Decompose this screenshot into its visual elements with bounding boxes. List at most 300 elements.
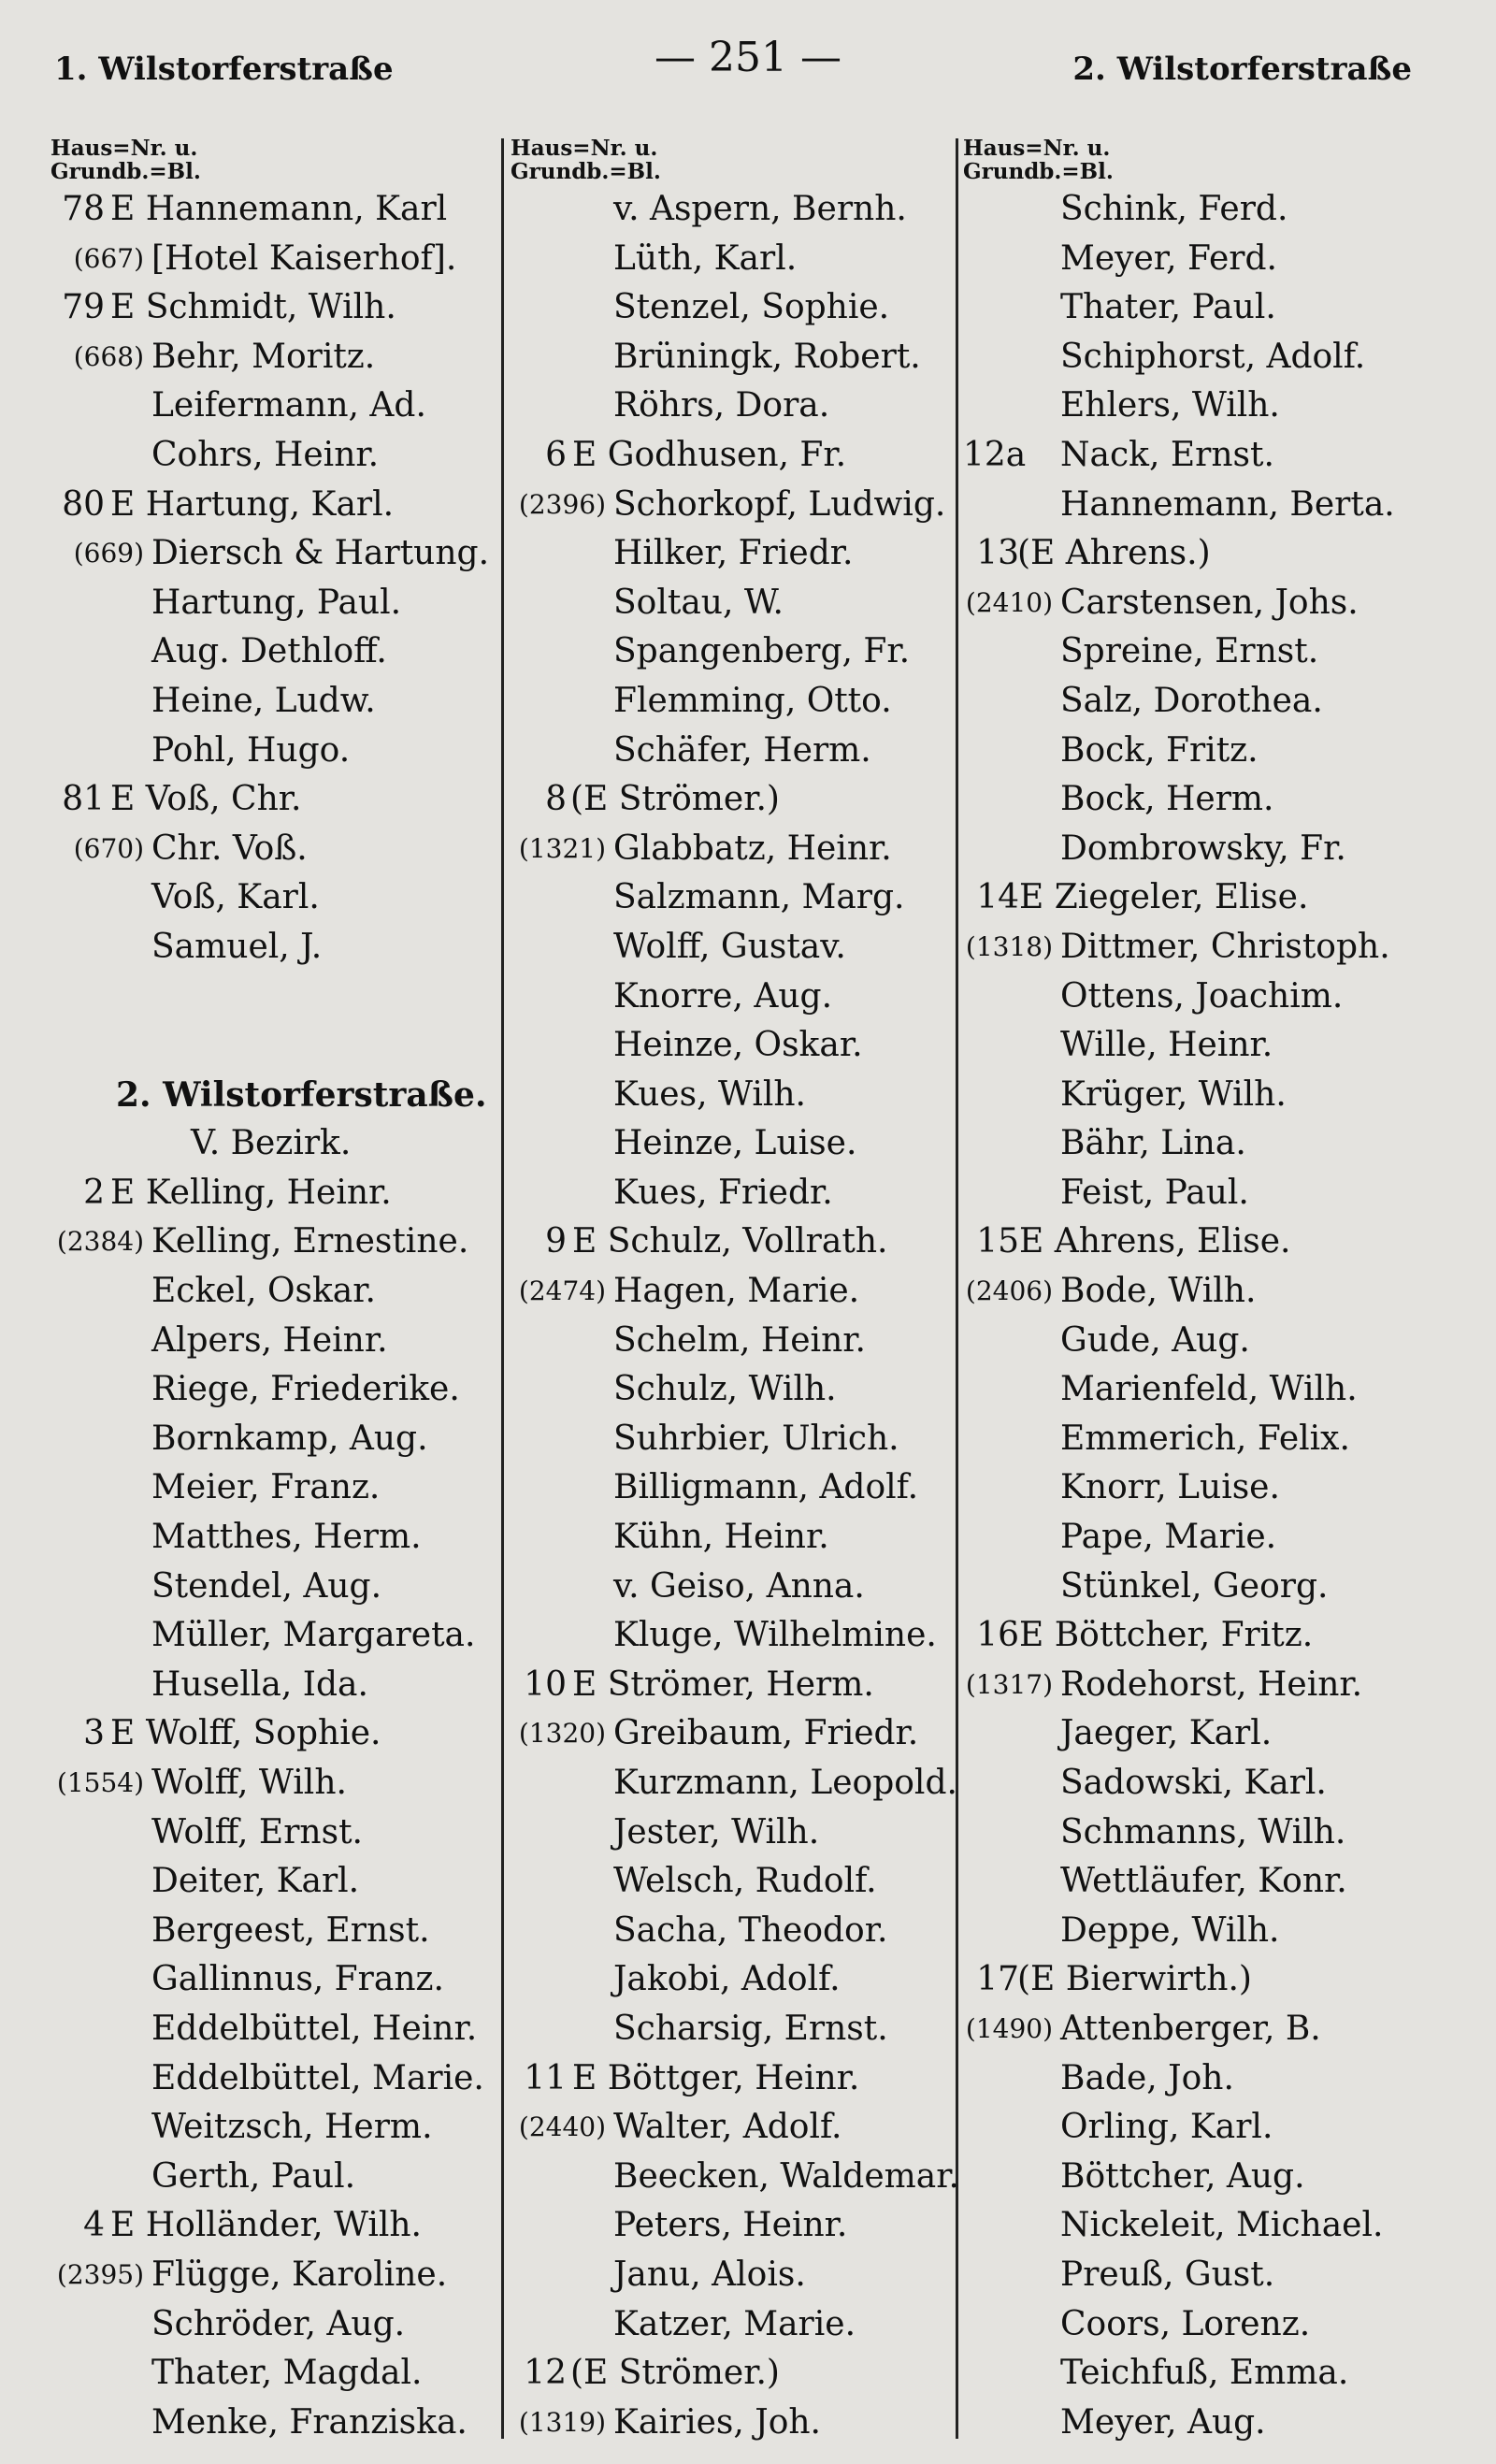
resident-name: Schiphorst, Adolf. <box>1060 337 1366 376</box>
list-item <box>50 1907 497 1956</box>
house-number: 79 <box>62 288 105 327</box>
resident-name: Bade, Joh. <box>1060 2058 1234 2097</box>
grundbuch-number: (1319) <box>518 2406 606 2438</box>
house-number: 16 <box>976 1616 1019 1655</box>
resident-name: Feist, Paul. <box>1060 1173 1249 1212</box>
house-number: 10 <box>524 1664 567 1704</box>
list-item <box>511 627 954 677</box>
list-item <box>50 1071 497 1120</box>
grundbuch-number: (668) <box>73 340 144 372</box>
list-item <box>511 1661 954 1710</box>
list-item <box>511 1513 954 1563</box>
resident-name: Peters, Heinr. <box>613 2206 848 2245</box>
list-item <box>963 1021 1449 1071</box>
list-item <box>511 2349 954 2399</box>
list-item <box>963 1463 1449 1513</box>
list-item <box>511 1071 954 1120</box>
resident-name: Ehlers, Wilh. <box>1060 386 1280 425</box>
house-number: 4 <box>83 2206 105 2245</box>
resident-name: Billigmann, Adolf. <box>613 1468 919 1507</box>
district-label: V. Bezirk. <box>191 1124 352 1163</box>
resident-name: Heinze, Luise. <box>613 1124 857 1163</box>
house-number: 12a <box>963 435 1027 474</box>
resident-name: Teichfuß, Emma. <box>1060 2354 1349 2393</box>
list-item <box>511 1463 954 1513</box>
grundbuch-number: (2410) <box>965 586 1053 618</box>
list-item <box>963 235 1449 284</box>
list-item <box>963 529 1449 579</box>
resident-name: Sadowski, Karl. <box>1060 1764 1327 1802</box>
list-item <box>50 1415 497 1464</box>
list-item <box>50 1955 497 2005</box>
resident-name: Hagen, Marie. <box>613 1272 860 1311</box>
house-number: 80 <box>62 484 105 524</box>
list-item <box>963 973 1449 1022</box>
list-item <box>963 1317 1449 1366</box>
list-item <box>963 775 1449 825</box>
list-item <box>511 775 954 825</box>
grundbuch-number: (1317) <box>965 1668 1053 1700</box>
list-item <box>963 1218 1449 1267</box>
resident-name: Kurzmann, Leopold. <box>613 1764 957 1802</box>
resident-name: Flügge, Karoline. <box>151 2255 448 2294</box>
list-item <box>50 235 497 284</box>
resident-name: Wolff, Gustav. <box>613 927 846 966</box>
column-3 <box>963 137 1449 2447</box>
resident-name: Meier, Franz. <box>151 1468 381 1507</box>
resident-name: Bock, Fritz. <box>1060 730 1259 770</box>
resident-name: Bornkamp, Aug. <box>151 1419 428 1458</box>
resident-name: E Holländer, Wilh. <box>110 2206 422 2245</box>
list-item <box>511 923 954 973</box>
column-divider <box>501 138 504 2439</box>
resident-name: [Hotel Kaiserhof]. <box>151 238 457 278</box>
resident-name: Katzer, Marie. <box>613 2304 856 2343</box>
resident-name: Preuß, Gust. <box>1060 2255 1275 2294</box>
resident-name: Hannemann, Berta. <box>1060 484 1395 524</box>
list-item <box>50 1218 497 1267</box>
resident-name: E Wolff, Sophie. <box>110 1714 381 1753</box>
list-item <box>50 1119 497 1169</box>
resident-name: Attenberger, B. <box>1060 2009 1321 2048</box>
resident-name: Carstensen, Johs. <box>1060 583 1359 622</box>
grundbuch-number: (2396) <box>518 488 606 520</box>
house-number: 3 <box>83 1714 105 1753</box>
grundbuch-number: (1554) <box>56 1767 144 1798</box>
list-item <box>50 1808 497 1858</box>
list-item <box>511 1611 954 1661</box>
resident-name: v. Aspern, Bernh. <box>613 190 907 228</box>
list-item <box>50 2201 497 2251</box>
list-item <box>50 1611 497 1661</box>
resident-name: Hartung, Paul. <box>151 583 402 622</box>
resident-name: Sacha, Theodor. <box>613 1910 888 1950</box>
grundbuch-number: (2474) <box>518 1275 606 1307</box>
grundbuch-number: (2406) <box>965 1275 1053 1307</box>
list-item <box>963 2054 1449 2104</box>
resident-name: Orling, Karl. <box>1060 2108 1273 2147</box>
list-item <box>511 1317 954 1366</box>
resident-name: Schmanns, Wilh. <box>1060 1812 1346 1852</box>
resident-name: E Kelling, Heinr. <box>110 1173 392 1212</box>
resident-name: Glabbatz, Heinr. <box>613 829 892 868</box>
list-item <box>50 333 497 382</box>
resident-name: Voß, Karl. <box>151 878 320 917</box>
list-item <box>50 825 497 874</box>
resident-name: Salz, Dorothea. <box>1060 681 1323 720</box>
list-item <box>511 382 954 431</box>
resident-name: Matthes, Herm. <box>151 1518 422 1557</box>
list-item <box>50 1021 497 1071</box>
resident-name: Stendel, Aug. <box>151 1566 382 1606</box>
list-item <box>511 2153 959 2202</box>
resident-name: Thater, Magdal. <box>151 2354 423 2393</box>
column-1 <box>50 137 497 2447</box>
resident-name: Alpers, Heinr. <box>151 1320 388 1360</box>
resident-name: Brüningk, Robert. <box>613 337 921 376</box>
resident-name: Kühn, Heinr. <box>613 1518 829 1557</box>
resident-name: E Ahrens, Elise. <box>1019 1222 1291 1261</box>
resident-name: Nickeleit, Michael. <box>1060 2206 1384 2245</box>
resident-name: Wolff, Wilh. <box>151 1764 347 1802</box>
list-item <box>50 1317 497 1366</box>
list-item <box>50 627 497 677</box>
resident-name: Dittmer, Christoph. <box>1060 927 1390 966</box>
list-item <box>50 2251 497 2300</box>
list-item <box>511 1021 954 1071</box>
list-item <box>963 283 1449 333</box>
grundbuch-number: (667) <box>73 242 144 274</box>
resident-name: Kues, Wilh. <box>613 1074 806 1114</box>
resident-name: Wettläufer, Konr. <box>1060 1862 1347 1901</box>
resident-name: E Böttcher, Fritz. <box>1019 1616 1314 1655</box>
resident-name: Husella, Ida. <box>151 1664 368 1704</box>
list-item <box>511 283 954 333</box>
resident-name: Spreine, Ernst. <box>1060 632 1319 671</box>
resident-name: Deppe, Wilh. <box>1060 1910 1280 1950</box>
list-item <box>511 2399 954 2448</box>
resident-name: Scharsig, Ernst. <box>613 2009 888 2048</box>
list-item <box>963 333 1449 382</box>
resident-name: Pape, Marie. <box>1060 1518 1277 1557</box>
resident-name: (E Strömer.) <box>570 780 780 819</box>
resident-name: Cohrs, Heinr. <box>151 435 380 474</box>
list-item <box>50 775 497 825</box>
list-item <box>50 1267 497 1317</box>
list-item <box>511 2005 954 2054</box>
column-header: Haus=Nr. u. Grundb.=Bl. <box>50 136 201 184</box>
resident-name: E Schmidt, Wilh. <box>110 288 396 327</box>
resident-name: Nack, Ernst. <box>1060 435 1274 474</box>
list-item <box>511 727 954 776</box>
section-title: 2. Wilstorferstraße. <box>116 1074 487 1115</box>
house-number: 13 <box>976 534 1019 573</box>
resident-name: Behr, Moritz. <box>151 337 376 376</box>
list-item <box>511 529 954 579</box>
list-item <box>963 627 1449 677</box>
list-item <box>963 382 1449 431</box>
resident-name: Weitzsch, Herm. <box>151 2108 433 2147</box>
list-item <box>963 2005 1449 2054</box>
resident-name: Schröder, Aug. <box>151 2304 406 2343</box>
list-item <box>50 923 497 973</box>
list-item <box>963 677 1449 727</box>
resident-name: Eddelbüttel, Marie. <box>151 2058 484 2097</box>
list-item <box>963 2201 1449 2251</box>
house-number: 14 <box>976 878 1019 917</box>
list-item <box>963 873 1449 923</box>
resident-name: Chr. Voß. <box>151 829 308 868</box>
house-number: 8 <box>545 780 567 819</box>
column-2 <box>511 136 959 2447</box>
list-item <box>511 1365 954 1415</box>
resident-name: Salzmann, Marg. <box>613 878 905 917</box>
resident-name: Gude, Aug. <box>1060 1320 1250 1360</box>
list-item <box>963 1071 1449 1120</box>
list-item <box>963 1709 1449 1759</box>
column-rows <box>963 185 1449 2447</box>
page-number: — 251 — <box>654 34 842 81</box>
list-item <box>50 431 497 481</box>
list-item <box>511 2201 954 2251</box>
house-number: 15 <box>976 1222 1019 1261</box>
resident-name: Marienfeld, Wilh. <box>1060 1370 1358 1409</box>
list-item <box>963 825 1449 874</box>
resident-name: Lüth, Karl. <box>613 238 798 278</box>
resident-name: Beecken, Waldemar. <box>613 2156 959 2196</box>
list-item <box>50 1463 497 1513</box>
resident-name: Janu, Alois. <box>613 2255 806 2294</box>
list-item <box>963 481 1449 530</box>
list-item <box>963 185 1449 235</box>
list-item <box>511 1808 954 1858</box>
resident-name: Welsch, Rudolf. <box>613 1862 877 1901</box>
column-header: Haus=Nr. u. Grundb.=Bl. <box>963 136 1114 184</box>
list-item <box>511 2054 954 2104</box>
house-number: 12 <box>524 2354 567 2393</box>
column-header: Haus=Nr. u. Grundb.=Bl. <box>511 136 661 184</box>
list-item <box>511 2251 954 2300</box>
resident-name: Bode, Wilh. <box>1060 1272 1257 1311</box>
list-item <box>963 1857 1449 1907</box>
header-right-street: 2. Wilstorferstraße <box>1072 50 1412 88</box>
list-item <box>511 1119 954 1169</box>
list-item <box>50 1563 497 1612</box>
list-item <box>511 1907 954 1956</box>
resident-name: Jester, Wilh. <box>613 1812 820 1852</box>
list-item <box>963 2153 1449 2202</box>
list-item <box>963 1119 1449 1169</box>
resident-name: Heinze, Oskar. <box>613 1026 863 1065</box>
list-item <box>511 1709 954 1759</box>
grundbuch-number: (1320) <box>518 1718 606 1750</box>
list-item <box>963 1415 1449 1464</box>
resident-name: Emmerich, Felix. <box>1060 1419 1350 1458</box>
resident-name: Kairies, Joh. <box>613 2402 821 2442</box>
grundbuch-number: (670) <box>73 832 144 864</box>
list-item <box>50 2349 497 2399</box>
grundbuch-number: (1490) <box>965 2012 1053 2044</box>
list-item <box>50 2300 497 2350</box>
list-item <box>963 923 1449 973</box>
list-item <box>963 2251 1449 2300</box>
list-item <box>963 579 1449 628</box>
list-item <box>963 1169 1449 1218</box>
list-item <box>50 2103 497 2153</box>
resident-name: Soltau, W. <box>613 583 784 622</box>
list-item <box>511 973 954 1022</box>
resident-name: Rodehorst, Heinr. <box>1060 1664 1363 1704</box>
resident-name: E Böttger, Heinr. <box>572 2058 860 2097</box>
column-rows <box>50 185 497 2447</box>
resident-name: E Godhusen, Fr. <box>572 435 847 474</box>
list-item <box>511 235 954 284</box>
list-item <box>50 973 497 1022</box>
resident-name: Aug. Dethloff. <box>151 632 387 671</box>
house-number: 17 <box>976 1960 1019 1999</box>
list-item <box>511 1169 954 1218</box>
resident-name: Bock, Herm. <box>1060 780 1274 819</box>
list-item <box>511 873 954 923</box>
list-item <box>511 1857 954 1907</box>
list-item <box>511 1759 957 1808</box>
resident-name: Flemming, Otto. <box>613 681 892 720</box>
resident-name: E Strömer, Herm. <box>572 1664 874 1704</box>
resident-name: Walter, Adolf. <box>613 2108 842 2147</box>
resident-name: Wolff, Ernst. <box>151 1812 363 1852</box>
list-item <box>511 1218 954 1267</box>
resident-name: Greibaum, Friedr. <box>613 1714 919 1753</box>
resident-name: Schäfer, Herm. <box>613 730 871 770</box>
list-item <box>963 2103 1449 2153</box>
resident-name: E Voß, Chr. <box>110 780 302 819</box>
resident-name: E Ziegeler, Elise. <box>1019 878 1309 917</box>
list-item <box>963 1563 1449 1612</box>
grundbuch-number: (1321) <box>518 832 606 864</box>
resident-name: (E Strömer.) <box>570 2354 780 2393</box>
list-item <box>50 1513 497 1563</box>
resident-name: Menke, Franziska. <box>151 2402 468 2442</box>
resident-name: E Hartung, Karl. <box>110 484 395 524</box>
list-item <box>511 677 954 727</box>
grundbuch-number: (1318) <box>965 930 1053 962</box>
list-item <box>963 1808 1449 1858</box>
list-item <box>511 1563 954 1612</box>
list-item <box>50 1857 497 1907</box>
resident-name: Kluge, Wilhelmine. <box>613 1616 937 1655</box>
resident-name: Stenzel, Sophie. <box>613 288 890 327</box>
list-item <box>50 185 497 235</box>
list-item <box>963 2399 1449 2448</box>
resident-name: Suhrbier, Ulrich. <box>613 1419 899 1458</box>
resident-name: Meyer, Aug. <box>1060 2402 1266 2442</box>
list-item <box>511 431 954 481</box>
list-item <box>511 1955 954 2005</box>
resident-name: Bergeest, Ernst. <box>151 1910 430 1950</box>
resident-name: Röhrs, Dora. <box>613 386 830 425</box>
list-item <box>50 873 497 923</box>
resident-name: Spangenberg, Fr. <box>613 632 911 671</box>
list-item <box>50 1661 497 1710</box>
resident-name: Kelling, Ernestine. <box>151 1222 469 1261</box>
header-left-street: 1. Wilstorferstraße <box>54 50 394 88</box>
list-item <box>963 1267 1449 1317</box>
list-item <box>50 529 497 579</box>
resident-name: Dombrowsky, Fr. <box>1060 829 1346 868</box>
list-item <box>963 1365 1449 1415</box>
list-item <box>511 481 954 530</box>
list-item <box>50 481 497 530</box>
list-item <box>963 1611 1449 1661</box>
resident-name: Schink, Ferd. <box>1060 190 1288 228</box>
resident-name: Samuel, J. <box>151 927 323 966</box>
grundbuch-number: (2384) <box>56 1226 144 1258</box>
resident-name: Jaeger, Karl. <box>1060 1714 1273 1753</box>
resident-name: Knorr, Luise. <box>1060 1468 1280 1507</box>
resident-name: (E Ahrens.) <box>1017 534 1211 573</box>
list-item <box>511 185 954 235</box>
resident-name: Bähr, Lina. <box>1060 1124 1246 1163</box>
resident-name: Coors, Lorenz. <box>1060 2304 1311 2343</box>
house-number: 9 <box>545 1222 567 1261</box>
resident-name: Meyer, Ferd. <box>1060 238 1277 278</box>
resident-name: Ottens, Joachim. <box>1060 976 1344 1016</box>
grundbuch-number: (2395) <box>56 2258 144 2290</box>
list-item <box>50 677 497 727</box>
resident-name: v. Geiso, Anna. <box>613 1566 865 1606</box>
list-item <box>50 727 497 776</box>
list-item <box>50 1759 497 1808</box>
list-item <box>511 333 954 382</box>
resident-name: Jakobi, Adolf. <box>613 1960 841 1999</box>
list-item <box>511 2103 954 2153</box>
resident-name: Knorre, Aug. <box>613 976 833 1016</box>
resident-name: Hilker, Friedr. <box>613 534 854 573</box>
list-item <box>511 1415 954 1464</box>
list-item <box>963 1661 1449 1710</box>
house-number: 2 <box>83 1173 105 1212</box>
list-item <box>50 1169 497 1218</box>
list-item <box>50 382 497 431</box>
resident-name: Heine, Ludw. <box>151 681 376 720</box>
resident-name: (E Bierwirth.) <box>1017 1960 1252 1999</box>
resident-name: Böttcher, Aug. <box>1060 2156 1305 2196</box>
list-item <box>963 1759 1449 1808</box>
list-item <box>963 431 1449 481</box>
resident-name: Müller, Margareta. <box>151 1616 476 1655</box>
list-item <box>511 579 954 628</box>
list-item <box>50 1709 497 1759</box>
resident-name: Gerth, Paul. <box>151 2156 356 2196</box>
grundbuch-number: (2440) <box>518 2111 606 2143</box>
list-item <box>50 2005 497 2054</box>
list-item <box>963 1513 1449 1563</box>
resident-name: Wille, Heinr. <box>1060 1026 1273 1065</box>
column-rows <box>511 185 959 2447</box>
list-item <box>511 1267 954 1317</box>
list-item <box>50 2153 497 2202</box>
resident-name: Pohl, Hugo. <box>151 730 351 770</box>
list-item <box>50 2054 497 2104</box>
list-item <box>50 283 497 333</box>
house-number: 6 <box>545 435 567 474</box>
resident-name: E Hannemann, Karl <box>110 190 448 228</box>
resident-name: Kues, Friedr. <box>613 1173 833 1212</box>
house-number: 81 <box>62 780 105 819</box>
grundbuch-number: (669) <box>73 538 144 569</box>
list-item <box>963 2300 1449 2350</box>
list-item <box>963 1907 1449 1956</box>
